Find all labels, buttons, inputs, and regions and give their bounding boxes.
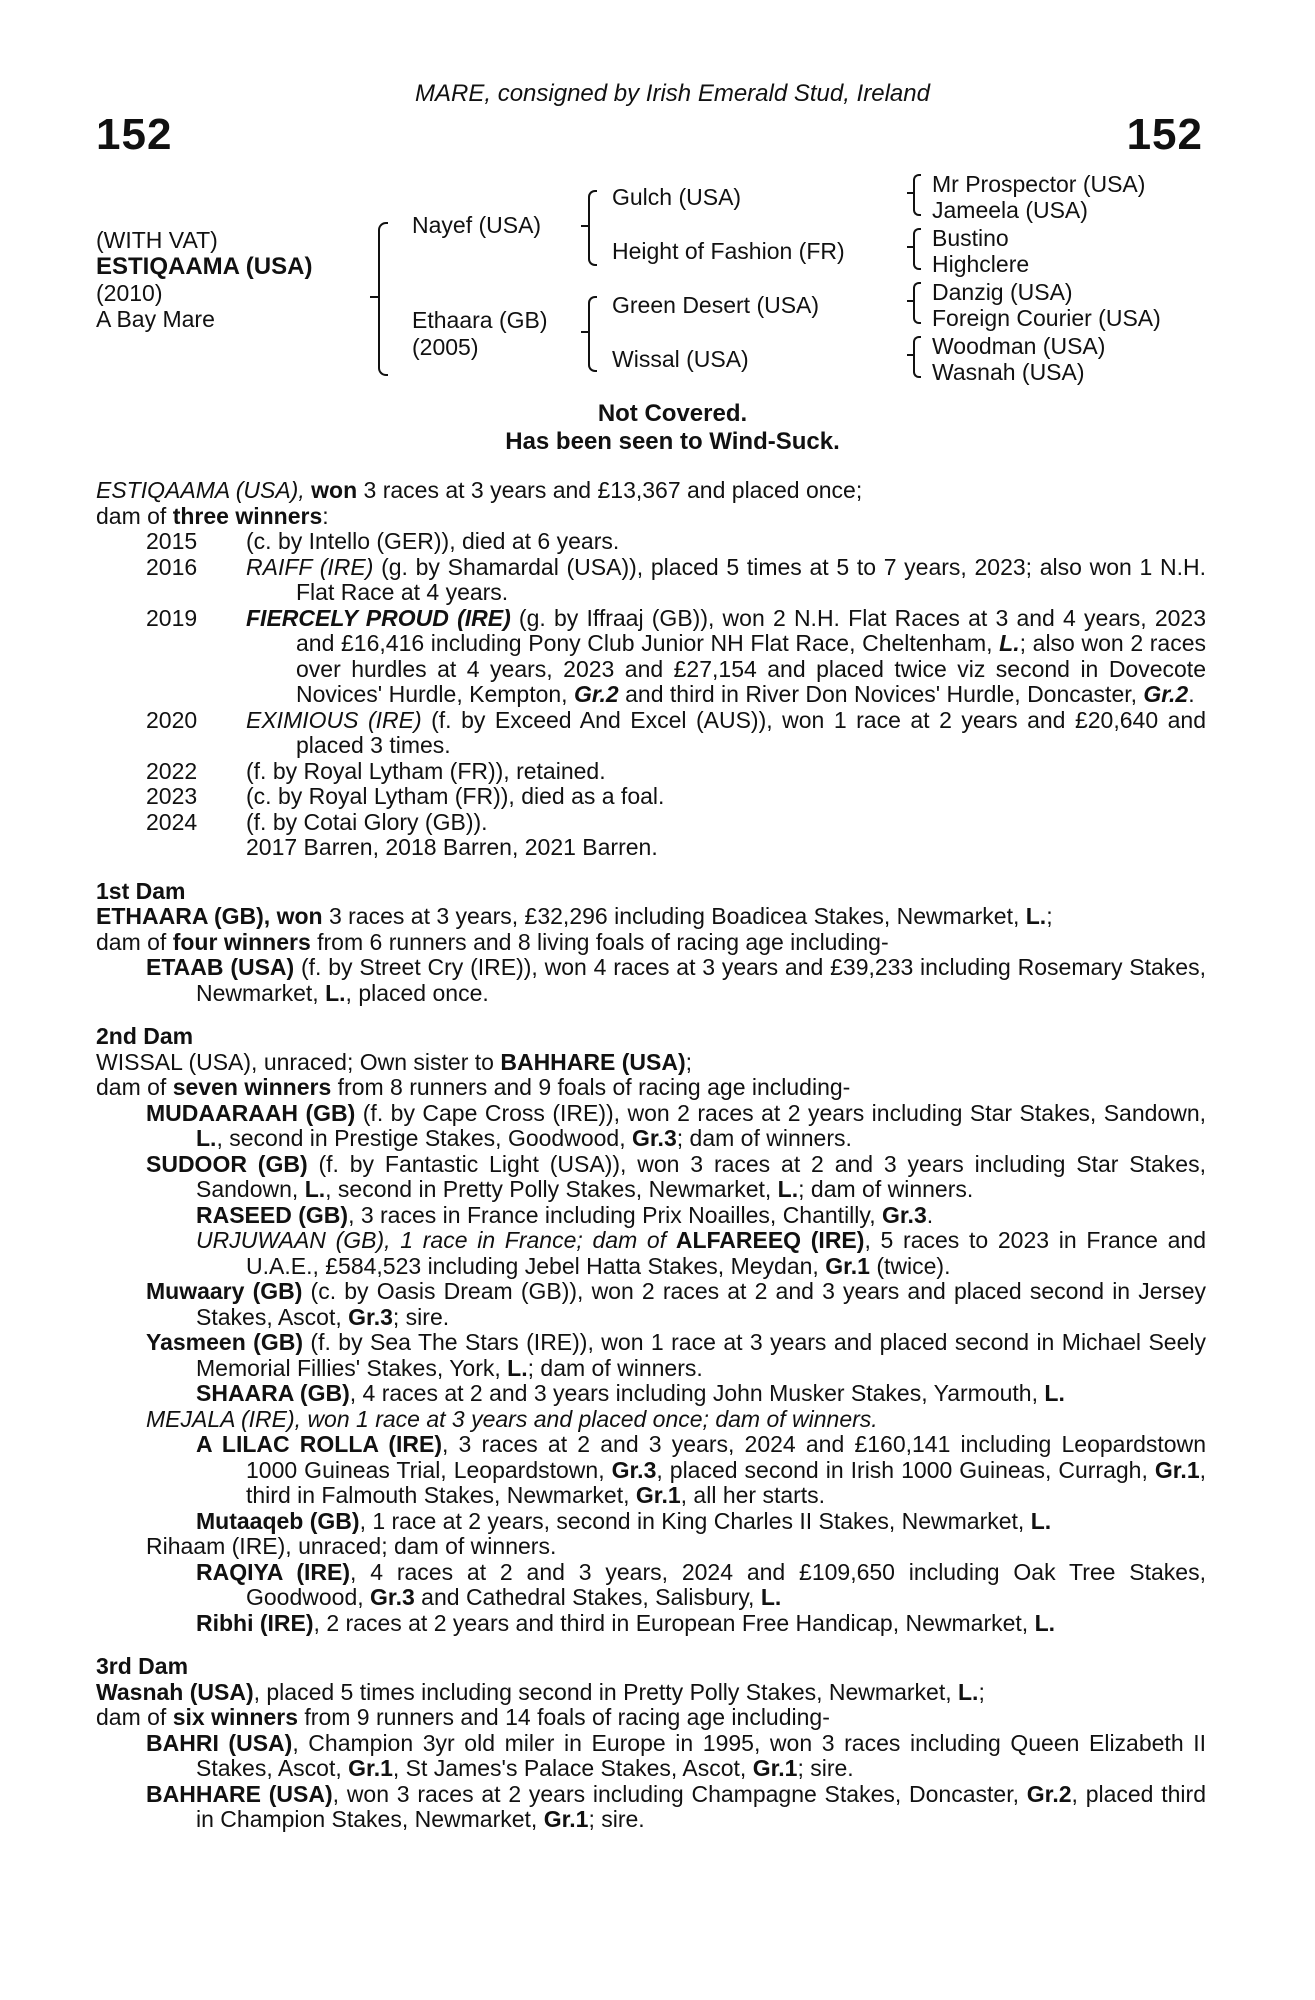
mejala-entry: MEJALA (IRE), won 1 race at 3 years and placed once; dam of winners. bbox=[146, 1405, 878, 1432]
pedigree-brace-g3-4-tip bbox=[907, 354, 915, 356]
pedigree-brace-g3-2 bbox=[913, 228, 921, 270]
dam-year: (2005) bbox=[412, 334, 479, 360]
foal-2019: 2019 FIERCELY PROUD (IRE) (g. by Iffraaj (GB)), won 2 N.H. Flat Races at 3 and 4 years, 2023 and £16,416 including Pony Club Junior NH Flat Race, Cheltenham, L.; also won 2 races over hurdles at 4 years, 2023 and £27,154 and placed twice viz second in Dovecote Novices' Hurdle, Kempton, Gr.2 and third in River Don Novices' Hurdle, Doncaster, Gr.2. bbox=[146, 604, 1207, 707]
pedigree-brace-sire bbox=[588, 190, 597, 266]
second-dam-line: WISSAL (USA), unraced; Own sister to BAHHARE (USA); bbox=[96, 1048, 693, 1075]
vat-note: (WITH VAT) bbox=[96, 227, 218, 253]
rihaam-entry: Rihaam (IRE), unraced; dam of winners. bbox=[146, 1533, 557, 1559]
pedigree-brace-sire-tip bbox=[581, 225, 589, 227]
ancestor-dss: Danzig (USA) bbox=[932, 279, 1073, 305]
third-dam-produce: dam of six winners from 9 runners and 14 foals of racing age including- bbox=[96, 1704, 830, 1730]
barren-years: 2017 Barren, 2018 Barren, 2021 Barren. bbox=[246, 834, 658, 860]
pedigree-brace-dam-tip bbox=[581, 331, 589, 333]
lot-number-right: 152 bbox=[1126, 110, 1203, 159]
first-dam-produce: dam of four winners from 6 runners and 8 living foals of racing age including- bbox=[96, 928, 889, 955]
sire-sire: Gulch (USA) bbox=[612, 184, 742, 210]
raqiya-entry: RAQIYA (IRE), 4 races at 2 and 3 years, 2024 and £109,650 including Oak Tree Stakes, Goodwood, Gr.3 and Cathedral Stakes, Salisbury, L. bbox=[196, 1558, 1206, 1610]
dam-sire: Green Desert (USA) bbox=[612, 292, 820, 318]
first-dam-line: ETHAARA (GB), won 3 races at 3 years, £32,296 including Boadicea Stakes, Newmarket, L.; bbox=[96, 903, 1053, 929]
mutaaqeb-entry: Mutaaqeb (GB), 1 race at 2 years, second in King Charles II Stakes, Newmarket, L. bbox=[196, 1507, 1052, 1534]
raseed-entry: RASEED (GB), 3 races in France including Prix Noailles, Chantilly, Gr.3. bbox=[196, 1201, 934, 1228]
notice bbox=[0, 400, 1315, 456]
pedigree-brace-dam bbox=[588, 296, 597, 372]
pedigree-brace-g3-3-tip bbox=[907, 300, 915, 302]
consignor-line: MARE, consigned by Irish Emerald Stud, Ireland bbox=[415, 80, 930, 107]
etaab-entry: ETAAB (USA) (f. by Street Cry (IRE)), won 4 races at 3 years and £39,233 including Rosemary Stakes, Newmarket, L., placed once. bbox=[146, 954, 1206, 1006]
a-lilac-rolla-entry: A LILAC ROLLA (IRE), 3 races at 2 and 3 years, 2024 and £160,141 including Leopardstown 1000 Guineas Trial, Leopardstown, Gr.3, placed second in Irish 1000 Guineas, Curragh, Gr.1, third in Falmouth Stakes, Newmarket, Gr.1, all her starts. bbox=[196, 1431, 1207, 1508]
catalogue-body bbox=[96, 478, 1206, 1833]
second-dam-produce: dam of seven winners from 8 runners and 9 foals of racing age including- bbox=[96, 1074, 851, 1100]
ancestor-dds: Woodman (USA) bbox=[932, 333, 1106, 359]
shaara-entry: SHAARA (GB), 4 races at 2 and 3 years including John Musker Stakes, Yarmouth, L. bbox=[196, 1380, 1065, 1406]
notice-line-2: Has been seen to Wind-Suck. bbox=[505, 428, 840, 455]
ancestor-dsd: Foreign Courier (USA) bbox=[932, 305, 1161, 331]
produce-dam-of: dam of three winners: bbox=[96, 502, 329, 529]
horse-description: A Bay Mare bbox=[96, 306, 215, 332]
yasmeen-entry: Yasmeen (GB) (f. by Sea The Stars (IRE)), won 1 race at 3 years and placed second in Michael Seely Memorial Fillies' Stakes, York, L.; dam of winners. bbox=[146, 1329, 1207, 1381]
urjuwaan-entry: URJUWAAN (GB), 1 race in France; dam of ALFAREEQ (IRE), 5 races to 2023 in France and U.A.E., £584,523 including Jebel Hatta Stakes, Meydan, Gr.1 (twice). bbox=[196, 1227, 1206, 1279]
pedigree-brace-g3-3 bbox=[913, 282, 921, 324]
bahhare-entry: BAHHARE (USA), won 3 races at 2 years including Champagne Stakes, Doncaster, Gr.2, placed third in Champion Stakes, Newmarket, Gr.1; sire. bbox=[146, 1780, 1206, 1832]
second-dam-heading: 2nd Dam bbox=[96, 1023, 194, 1049]
pedigree-brace-main bbox=[378, 222, 388, 376]
sire-dam: Height of Fashion (FR) bbox=[612, 238, 845, 264]
mudaaraah-entry: MUDAARAAH (GB) (f. by Cape Cross (IRE)), won 2 races at 2 years including Star Stakes, Sandown, L., second in Prestige Stakes, Goodwood, Gr.3; dam of winners. bbox=[146, 1099, 1206, 1151]
foal-2024: 2024 (f. by Cotai Glory (GB)). bbox=[146, 808, 488, 835]
third-dam-line: Wasnah (USA), placed 5 times including second in Pretty Polly Stakes, Newmarket, L.; bbox=[96, 1678, 985, 1705]
muwaary-entry: Muwaary (GB) (c. by Oasis Dream (GB)), won 2 races at 2 and 3 years and placed second in Jersey Stakes, Ascot, Gr.3; sire. bbox=[146, 1278, 1206, 1330]
third-dam-heading: 3rd Dam bbox=[96, 1653, 189, 1679]
foal-2020: 2020 EXIMIOUS (IRE) (f. by Exceed And Excel (AUS)), won 1 race at 2 years and £20,640 and placed 3 times. bbox=[146, 706, 1206, 758]
pedigree-brace-main-tip bbox=[370, 296, 378, 298]
foal-2022: 2022 (f. by Royal Lytham (FR)), retained. bbox=[146, 757, 606, 784]
ribhi-entry: Ribhi (IRE), 2 races at 2 years and third in European Free Handicap, Newmarket, L. bbox=[196, 1609, 1056, 1636]
lot-number-left: 152 bbox=[96, 110, 173, 159]
pedigree-brace-g3-2-tip bbox=[907, 246, 915, 248]
ancestor-ddd: Wasnah (USA) bbox=[932, 359, 1085, 385]
ancestor-sdd: Highclere bbox=[932, 251, 1030, 277]
sudoor-entry: SUDOOR (GB) (f. by Fantastic Light (USA)), won 3 races at 2 and 3 years including Star Stakes, Sandown, L., second in Pretty Polly Stakes, Newmarket, L.; dam of winners. bbox=[146, 1150, 1206, 1202]
first-dam-heading: 1st Dam bbox=[96, 877, 186, 904]
sire: Nayef (USA) bbox=[412, 212, 542, 238]
ancestor-ssd: Jameela (USA) bbox=[932, 197, 1088, 223]
horse-year: (2010) bbox=[96, 280, 163, 306]
foal-2023: 2023 (c. by Royal Lytham (FR)), died as a foal. bbox=[146, 783, 665, 809]
pedigree-brace-g3-1-tip bbox=[907, 192, 915, 194]
foal-2015: 2015 (c. by Intello (GER)), died at 6 years. bbox=[146, 528, 620, 554]
dam-dam: Wissal (USA) bbox=[612, 346, 749, 372]
bahri-entry: BAHRI (USA), Champion 3yr old miler in Europe in 1995, won 3 races including Queen Elizabeth II Stakes, Ascot, Gr.1, St James's Palace Stakes, Ascot, Gr.1; sire. bbox=[146, 1729, 1206, 1781]
foal-2016: 2016 RAIFF (IRE) (g. by Shamardal (USA)), placed 5 times at 5 to 7 years, 2023; also won 1 N.H. Flat Race at 4 years. bbox=[146, 553, 1207, 605]
pedigree-brace-g3-4 bbox=[913, 336, 921, 378]
dam: Ethaara (GB) bbox=[412, 307, 548, 333]
horse-name: ESTIQAAMA (USA) bbox=[96, 253, 313, 280]
ancestor-sss: Mr Prospector (USA) bbox=[932, 171, 1146, 197]
pedigree-brace-g3-1 bbox=[913, 174, 921, 216]
ancestor-sds: Bustino bbox=[932, 225, 1009, 251]
produce-intro: ESTIQAAMA (USA), won 3 races at 3 years and £13,367 and placed once; bbox=[96, 477, 863, 503]
notice-line-1: Not Covered. bbox=[597, 400, 748, 427]
